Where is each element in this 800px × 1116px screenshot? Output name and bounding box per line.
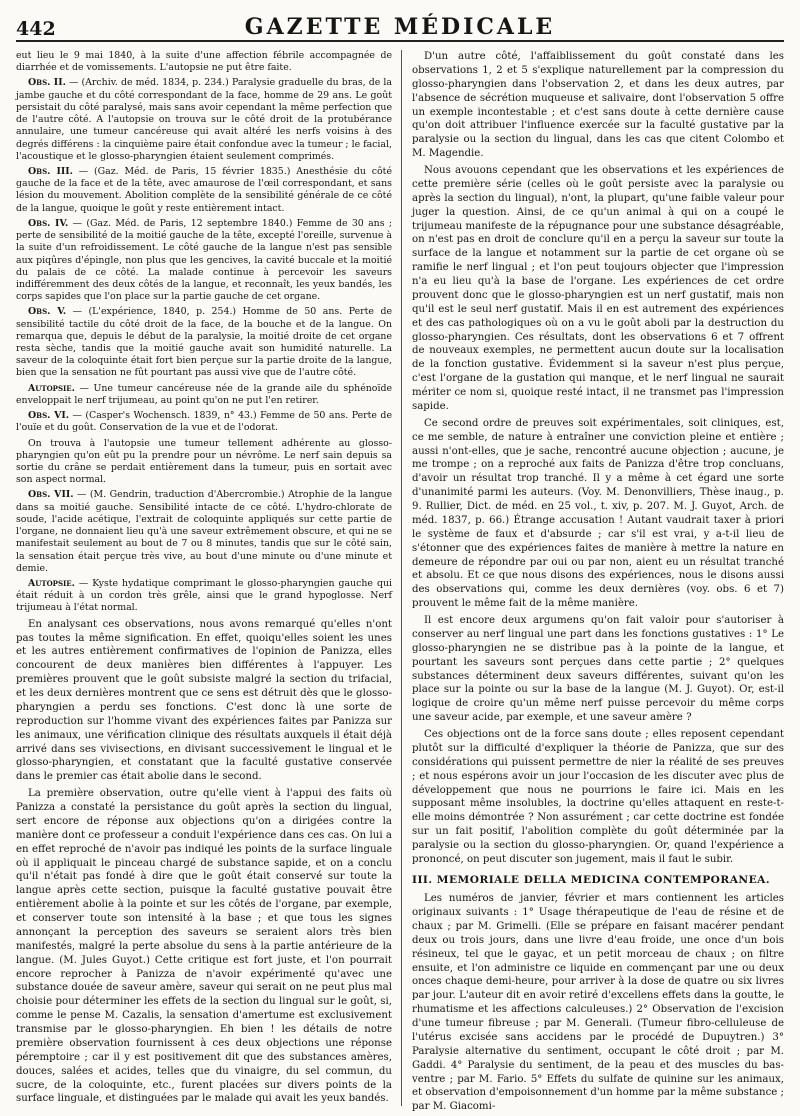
obs-reference: — (Casper's Wochensch. 1839, n° 43.) [72,410,257,422]
obs-text: Anesthésie du côté gauche de la face et de la tête, avec amaurose de l'œil correspondant, et sans lésion du mouvement. Abolition complète de la sensibilité générale de ce côté de la langue, quoique le goût y reste entièrement intact. [16,165,392,214]
observation-2 [16,77,392,163]
observation-6 [16,410,392,434]
obs-label: Obs. IV. [28,217,69,229]
obs-label: Obs. VII. [28,489,74,501]
obs-label: Obs. II. [28,77,66,89]
column-divider [401,50,402,1106]
intro-text: eut lieu le 9 mai 1840, à la suite d'une affection fébrile accompagnée de diarrhée et de vomissements. L'autopsie ne put être faite. [16,50,392,74]
obs-text: Femme de 30 ans ; perte de sensibilité de la moitié gauche de la tête, excepté l'oreille, survenue à la suite d'un refroidissement. Le côté gauche de la langue n'est pas sensible aux piqûres d'épingle, non plus que les gencives, la cavité buccale et la moitié du palais de ce côté. La malade continue à percevoir les saveurs indifféremment des deux côtés de la langue, et reconnaît, les yeux bandés, les corps sapides que l'on place sur la partie gauche de cet organe. [16,217,393,303]
journal-title: GAZETTE MÉDICALE [244,14,556,40]
autopsy-7 [16,578,392,615]
obs-reference: — (Gaz. Méd. de Paris, 12 septembre 1840.) [72,217,293,229]
observation-6-autopsy: On trouva à l'autopsie une tumeur tellement adhérente au glosso-pharyngien qu'on eût pu la prendre pour un névrôme. Le nerf sain depuis sa sortie du crâne se perdait entièrement dans la tumeur, puis en sortait avec son aspect normal. [16,437,392,486]
autopsy-label: Autopsie. [28,382,75,394]
autopsy-label: Autopsie. [28,577,75,589]
autopsy-text: — Une tumeur cancéreuse née de la grande aile du sphénoïde enveloppait le nerf trijumeau, au point qu'on ne put l'en retirer. [16,382,392,406]
observation-4 [16,218,392,304]
left-column [16,50,392,1106]
paragraph-3: Ce second ordre de preuves soit expérimentales, soit cliniques, est, ce me semble, de nature à entraîner une conviction pleine et entière ; aussi n'ont-elles, que je sache, rencontré aucune objection ; aucune, je me trompe ; on a reproché aux faits de Panizza d'être trop concluans, d'avoir un résultat trop tranché. Il y a même à cet égard une sorte d'unanimité parmi les auteurs. (Voy. M. Denonvilliers, Thèse inaug., p. 9. Rullier, Dict. de méd. en 25 vol., t. xiv, p. 207. M. J. Guyot, Arch. de méd. 1837, p. 66.) Étrange accusation ! Autant vaudrait taxer à priori le système de faux et d'absurde ; car s'il est vrai, y a-t-il lieu de s'étonner que des expériences faites de manière à mettre la nature en demeure de répondre par oui ou par non, aient eu un résultat tranché et absolu. Et ce que nous disons des expériences, nous le disons aussi des observations qui, comme les deux dernières (voy. obs. 6 et 7) prouvent le même fait de la même manière. [412,417,784,610]
obs-text: Paralysie graduelle du bras, de la jambe gauche et du côté correspondant de la face, homme de 29 ans. Le goût persistait du côté paralysé, mais sans avoir cependant la même perfection que de l'autre côté. A l'autopsie on trouva sur le côté droit de la protubérance annulaire, une tumeur cancéreuse qui avait altéré les nerfs voisins à des degrés différens : la cinquième paire était confondue avec la tumeur ; le facial, l'acoustique et le glosso-pharyngien étaient seulement comprimés. [16,77,393,162]
obs-reference: — (M. Gendrin, traduction d'Abercrombie.) [77,489,285,501]
right-column [412,50,784,1113]
paragraph-6: Les numéros de janvier, février et mars contiennent les articles originaux suivants : 1° Usage thérapeutique de l'eau de résine et de chaux ; par M. Grimelli. (Elle se prépare en faisant macérer pendant deux ou trois jours, dans une livre d'eau froide, une once d'un bois résineux, tel que le gayac, et un petit morceau de chaux ; on filtre ensuite, et l'on administre ce liquide en commençant par une ou deux onces chaque demi-heure, pour arriver à la dose de quatre ou six livres par jour. L'auteur dit en avoir retiré d'excellens effets dans la goutte, le rhumatisme et les affections calculeuses.) 2° Observation de l'excision d'une tumeur fibreuse ; par M. Generali. (Tumeur fibro-celluleuse de l'utérus excisée sans accidens par le procédé de Dupuytren.) 3° Paralysie alternative du sentiment, occupant le côté droit ; par M. Gaddi. 4° Paralysie du sentiment, de la peau et des muscles du bas-ventre ; par M. Fario. 5° Effets du sulfate de quinine sur les animaux, et observation d'empoisonnement d'un homme par la même substance ; par M. Giacomi- [412,893,784,1113]
obs-text: Femme de 50 ans. Perte de l'ouïe et du goût. Conservation de la vue et de l'odorat. [16,410,392,434]
autopsy-text: — Kyste hydatique comprimant le glosso-pharyngien gauche qui était réduit à un cordon très grêle, ainsi que le grand hypoglosse. Nerf trijumeau à l'état normal. [16,577,392,614]
paragraph-1: D'un autre côté, l'affaiblissement du goût constaté dans les observations 1, 2 et 5 s'explique naturellement par la compression du glosso-pharyngien dans l'observation 2, et dans les deux autres, par l'absence de sécrétion muqueuse et salivaire, dont l'observation 5 offre un exemple incontestable ; et c'est sans doute à cette dernière cause qu'on doit attribuer l'influence exercée sur la faculté gustative par la paralysie ou la section du lingual, dans les cas que citent Colombo et M. Magendie. [412,51,784,160]
page-number: 442 [16,18,56,40]
paragraph-5: Ces objections ont de la force sans doute ; elles reposent cependant plutôt sur la difficulté d'expliquer la théorie de Panizza, que sur des considérations qui puissent permettre de nier la réalité de ses preuves ; et nous espérons avoir un jour l'occasion de les discuter avec plus de développement que nous ne pourrions le faire ici. Mais en les supposant même insolubles, la doctrine qu'elles attaquent en reste-t-elle moins démontrée ? Non assurément ; car cette doctrine est fondée sur un fait positif, l'abolition complète du goût déterminée par la paralysie ou la section du glosso-pharyngien. Or, quand l'expérience a prononcé, on peut discuter son jugement, mais il faut le subir. [412,729,784,865]
section-heading: III. MEMORIALE DELLA MEDICINA CONTEMPORANEA. [412,873,771,886]
analysis-paragraph: En analysant ces observations, nous avons remarqué qu'elles n'ont pas toutes la même signification. En effet, quoiqu'elles soient les unes et les autres entièrement confirmatives de l'opinion de Panizza, elles concourent de deux manières bien différentes à l'appuyer. Les premières prouvent que le goût subsiste malgré la section du trifacial, et les deux dernières montrent que ce sens est détruit dès que le glosso-pharyngien a perdu ses fonctions. C'est donc là une sorte de reproduction sur l'homme vivant des expériences faites par Panizza sur les animaux, une vérification clinique des résultats auxquels il était déjà arrivé dans ses vivisections, en divisant successivement le lingual et le glosso-pharyngien, et constatant que la faculté gustative conservée dans le premier cas était abolie dans le second. [16,618,392,783]
obs-text: Atrophie de la langue dans sa moitié gauche. Sensibilité intacte de ce côté. L'hydro-chlorate de soude, l'acide acétique, l'extrait de coloquinte appliqués sur cette partie de l'organe, ne donnaient lieu qu'à une saveur extrêmement obscure, et qui ne se manifestait seulement au bout de 7 ou 8 minutes, tandis que sur le côté sain, la sensation était perçue très vive, au bout d'une minute ou d'une minute et demie. [16,489,392,574]
obs-reference: — (Gaz. Méd. de Paris, 15 février 1835.) [78,165,291,177]
obs-reference: — (L'expérience, 1840, p. 254.) [72,306,237,318]
obs-text: Homme de 50 ans. Perte de sensibilité tactile du côté droit de la face, de la bouche et de la langue. On remarqua que, depuis le début de la paralysie, la moitié droite de cet organe resta sèche, tandis que la moitié gauche avait son humidité naturelle. La saveur de la coloquinte était fort bien perçue sur la partie droite de la langue, bien que la sensation ne fût pourtant pas aussi vive que de l'autre côté. [16,306,392,379]
first-observation-paragraph: La première observation, outre qu'elle vient à l'appui des faits où Panizza a constaté la persistance du goût après la section du lingual, sert encore de réponse aux objections qu'on a dirigées contre la manière dont ce professeur a conduit l'expérience dans ces cas. On lui a en effet reproché de n'avoir pas indiqué les points de la surface linguale où il appliquait le pinceau chargé de substance sapide, et on a conclu qu'il n'était pas fondé à dire que le goût était conservé sur toute la langue après cette section, puisque la faculté gustative pouvait être entièrement abolie à la pointe et sur les côtés de l'organe, par exemple, et conserver toute son intensité à la base ; et que tous les signes annonçant la perception des saveurs se seraient alors très bien manifestés, malgré la perte absolue du sens à la partie antérieure de la langue. (M. Jules Guyot.) Cette critique est fort juste, et l'on pourrait encore reprocher à Panizza de n'avoir expérimenté qu'avec une substance douée de saveur amère, saveur qui serait on ne peut plus mal choisie pour déterminer les effets de la section du lingual sur le goût, si, comme le pense M. Cazalis, la sensation d'amertume est exclusivement transmise par le glosso-pharyngien. Eh bien ! les détails de notre première observation fournissent à ces deux objections une réponse péremptoire ; car il y est positivement dit que des substances amères, douces, salées et acides, telles que du vinaigre, du sel commun, du sucre, de la coloquinte, etc., furent placées sur divers points de la surface linguale, et distinguées par le malade qui avait les yeux bandés. [16,788,392,1105]
obs-label: Obs. III. [28,165,73,177]
page-header [16,10,784,42]
paragraph-4: Il est encore deux argumens qu'on fait valoir pour s'autoriser à conserver au nerf lingual une part dans les fonctions gustatives : 1° Le glosso-pharyngien ne se distribue pas à la pointe de la langue, et pourtant les saveurs sont perçues dans cette partie ; 2° quelques substances déterminent deux saveurs différentes, suivant qu'on les place sur la pointe ou sur la base de la langue (M. J. Guyot). Or, est-il logique de croire qu'un même nerf puisse percevoir du même corps une saveur acide, par exemple, et une saveur amère ? [412,615,784,724]
obs-label: Obs. V. [28,306,67,318]
observation-5 [16,306,392,379]
autopsy-5 [16,383,392,407]
observation-7 [16,489,392,575]
paragraph-2: Nous avouons cependant que les observations et les expériences de cette première série (celles où le goût persiste avec la paralysie ou après la section du lingual), n'ont, la plupart, qu'une faible valeur pour juger la question. Ainsi, de ce qu'un animal à qui on a coupé le trijumeau manifeste de la répugnance pour une substance désagréable, on n'est pas en droit de conclure qu'il en a perçu la saveur sur toute la surface de la langue et notamment sur la partie de cet organe où se ramifie le nerf lingual ; et l'on peut toujours objecter que l'impression n'a eu lieu qu'à la base de l'organe. Les expériences de cet ordre prouvent donc que le glosso-pharyngien est un nerf gustatif, mais non qu'il est le seul nerf gustatif. Mais il en est autrement des expériences et des cas pathologiques où on a vu le goût aboli par la destruction du glosso-pharyngien. Ces résultats, dont les observations 6 et 7 offrent de nouveaux exemples, ne permettent aucun doute sur la localisation de la fonction gustative. Évidemment si la saveur n'est plus perçue, c'est l'organe de la gustation qui manque, et le nerf lingual ne saurait mériter ce nom si, quoique resté intact, il ne transmet pas l'impression sapide. [412,165,784,412]
obs-reference: — (Archiv. de méd. 1834, p. 234.) [69,77,229,89]
observation-3 [16,166,392,215]
obs-label: Obs. VI. [28,410,70,422]
